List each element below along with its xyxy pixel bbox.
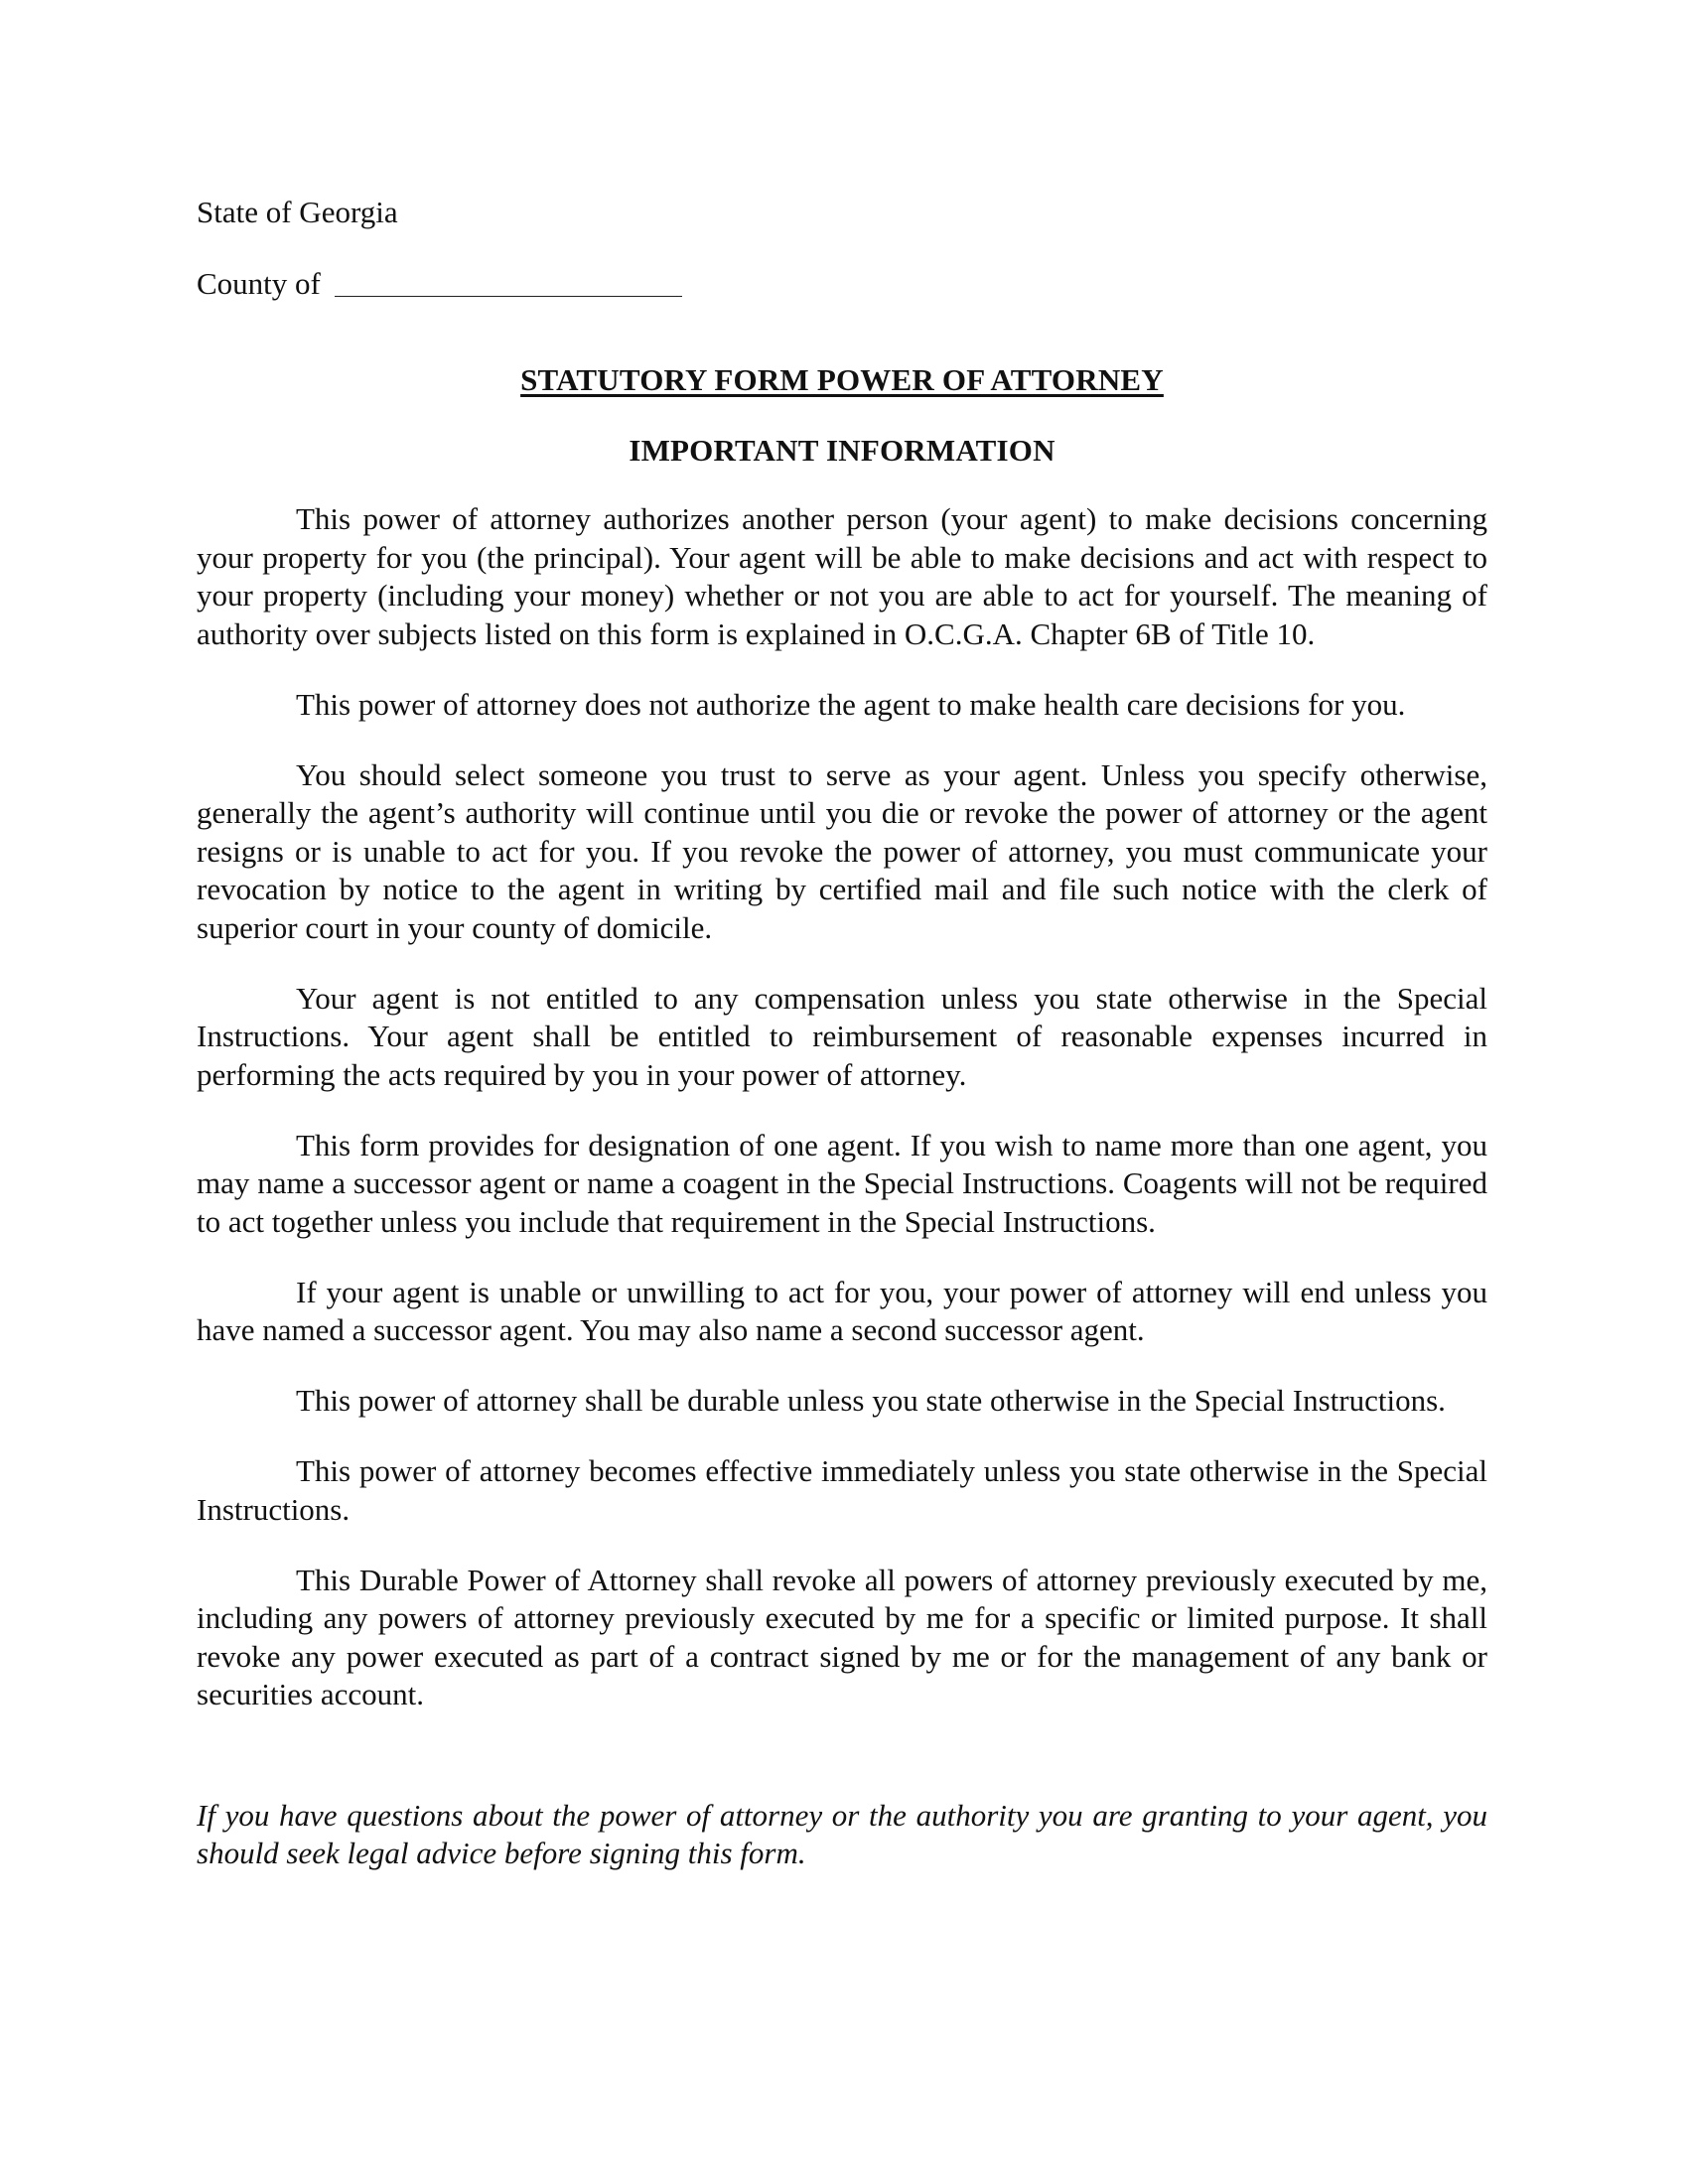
paragraph-health-care: This power of attorney does not authorize the agent to make health care decisions for you. <box>296 686 1406 722</box>
paragraph-revocation: This Durable Power of Attorney shall revoke all powers of attorney previously executed by me, including any powers of attorney previously executed by me for a specific or limited purpose. It shall revoke any power executed as part of a contract signed by me or for the management of any bank or securities account. <box>197 1562 1487 1711</box>
paragraph-select-agent: You should select someone you trust to serve as your agent. Unless you specify otherwise, generally the agent’s authority will continue until you die or revoke the power of attorney or the agent resigns or is unable to act for you. If you revoke the power of attorney, you must communicate your revocation by notice to the agent in writing by certified mail and file such notice with the clerk of superior court in your county of domicile. <box>197 756 1487 945</box>
paragraph-compensation: Your agent is not entitled to any compensation unless you state otherwise in the Special Instructions. Your agent shall be entitled to reimbursement of reasonable expenses incurred in performing the acts required by you in your power of attorney. <box>197 980 1487 1092</box>
document-title: STATUTORY FORM POWER OF ATTORNEY <box>520 362 1164 397</box>
county-label: County of <box>197 265 321 301</box>
county-blank-field[interactable] <box>335 268 682 297</box>
paragraph-successor: If your agent is unable or unwilling to act for you, your power of attorney will end unless you have named a successor agent. You may also name a second successor agent. <box>197 1274 1487 1347</box>
paragraph-authority: This power of attorney authorizes another person (your agent) to make decisions concerning your property for you (the principal). Your agent will be able to make decisions and act with respect to your property (including your money) whether or not you are able to act for yourself. The meaning of authority over subjects listed on this form is explained in O.C.G.A. Chapter 6B of Title 10. <box>197 501 1487 651</box>
county-line <box>197 265 1487 304</box>
legal-advice-note: If you have questions about the power of attorney or the authority you are granting to your agent, you should seek legal advice before signing this form. <box>197 1797 1487 1870</box>
paragraph-designation: This form provides for designation of one agent. If you wish to name more than one agent, you may name a successor agent or name a coagent in the Special Instructions. Coagents will not be required to act together unless you include that requirement in the Special Instructions. <box>197 1127 1487 1239</box>
document-subtitle: IMPORTANT INFORMATION <box>629 432 1055 468</box>
state-line: State of Georgia <box>197 195 398 229</box>
document-page <box>197 194 1487 1904</box>
paragraph-durable: This power of attorney shall be durable unless you state otherwise in the Special Instructions. <box>296 1383 1446 1418</box>
paragraph-effective: This power of attorney becomes effective immediately unless you state otherwise in the Special Instructions. <box>197 1453 1487 1527</box>
